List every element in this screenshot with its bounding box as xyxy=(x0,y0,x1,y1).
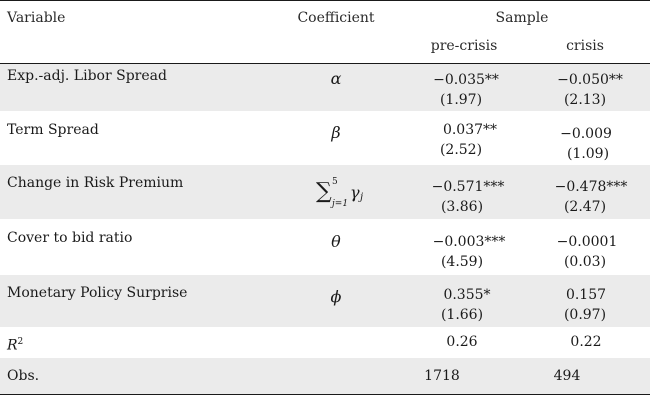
row-2-crisis-se: (1.09) xyxy=(566,146,610,162)
row-4-pre-value: −0.003*** xyxy=(432,234,506,250)
r-squared-pre-value: 0.26 xyxy=(446,334,478,350)
row-5-pre-se: (1.66) xyxy=(440,307,484,323)
r-squared-exponent: 2 xyxy=(17,337,24,347)
row-4-pre-se: (4.59) xyxy=(440,254,484,270)
row-5-crisis-se: (0.97) xyxy=(563,307,607,323)
row-5-coefficient: ϕ xyxy=(330,287,342,306)
row-2-pre-se: (2.52) xyxy=(439,142,483,158)
row-3-coefficient xyxy=(316,177,376,213)
r-squared-letter: R xyxy=(7,337,18,354)
gamma-subscript: j xyxy=(360,192,364,203)
row-3-pre-se: (3.86) xyxy=(440,199,484,215)
row-3-pre-value: −0.571*** xyxy=(431,179,505,195)
row-3-crisis-se: (2.47) xyxy=(563,199,607,215)
row-2-coefficient: β xyxy=(331,123,341,142)
row-4-variable: Cover to bid ratio xyxy=(7,230,133,246)
obs-label: Obs. xyxy=(7,368,40,384)
row-5-pre-value: 0.355* xyxy=(443,287,491,303)
top-rule xyxy=(0,0,650,1)
row-1-crisis-se: (2.13) xyxy=(563,92,607,108)
row-2-pre-value: 0.037** xyxy=(442,122,498,138)
r-squared-crisis-value: 0.22 xyxy=(570,334,602,350)
row-5-variable: Monetary Policy Surprise xyxy=(7,285,188,301)
header-coefficient: Coefficient xyxy=(297,10,375,26)
row-5-crisis-value: 0.157 xyxy=(565,287,607,303)
row-3-variable: Change in Risk Premium xyxy=(7,175,184,191)
row-2-crisis-value: −0.009 xyxy=(560,126,612,142)
header-variable: Variable xyxy=(7,10,66,26)
row-band-obs xyxy=(0,358,650,394)
row-4-coefficient: θ xyxy=(331,232,341,251)
r-squared-label xyxy=(7,333,23,355)
header-pre-crisis: pre-crisis xyxy=(430,38,498,54)
row-3-crisis-value: −0.478*** xyxy=(554,179,628,195)
header-crisis: crisis xyxy=(566,38,604,54)
sum-upper-limit: 5 xyxy=(332,177,338,187)
obs-pre-value: 1718 xyxy=(424,368,460,384)
sum-lower-limit: j=1 xyxy=(332,199,349,209)
row-1-coefficient: α xyxy=(330,69,342,88)
obs-crisis-value: 494 xyxy=(553,368,581,384)
header-sample: Sample xyxy=(495,10,549,26)
row-4-crisis-value: −0.0001 xyxy=(556,234,618,250)
header-rule xyxy=(0,63,650,64)
sum-symbol: ∑ xyxy=(316,179,332,204)
bottom-rule xyxy=(0,394,650,395)
row-1-pre-se: (1.97) xyxy=(439,92,483,108)
row-1-pre-value: −0.035** xyxy=(433,72,499,88)
row-2-variable: Term Spread xyxy=(7,122,99,138)
gamma-symbol: γ xyxy=(350,183,360,202)
row-1-variable: Exp.-adj. Libor Spread xyxy=(7,68,167,84)
row-1-crisis-value: −0.050** xyxy=(557,72,623,88)
row-4-crisis-se: (0.03) xyxy=(563,254,607,270)
